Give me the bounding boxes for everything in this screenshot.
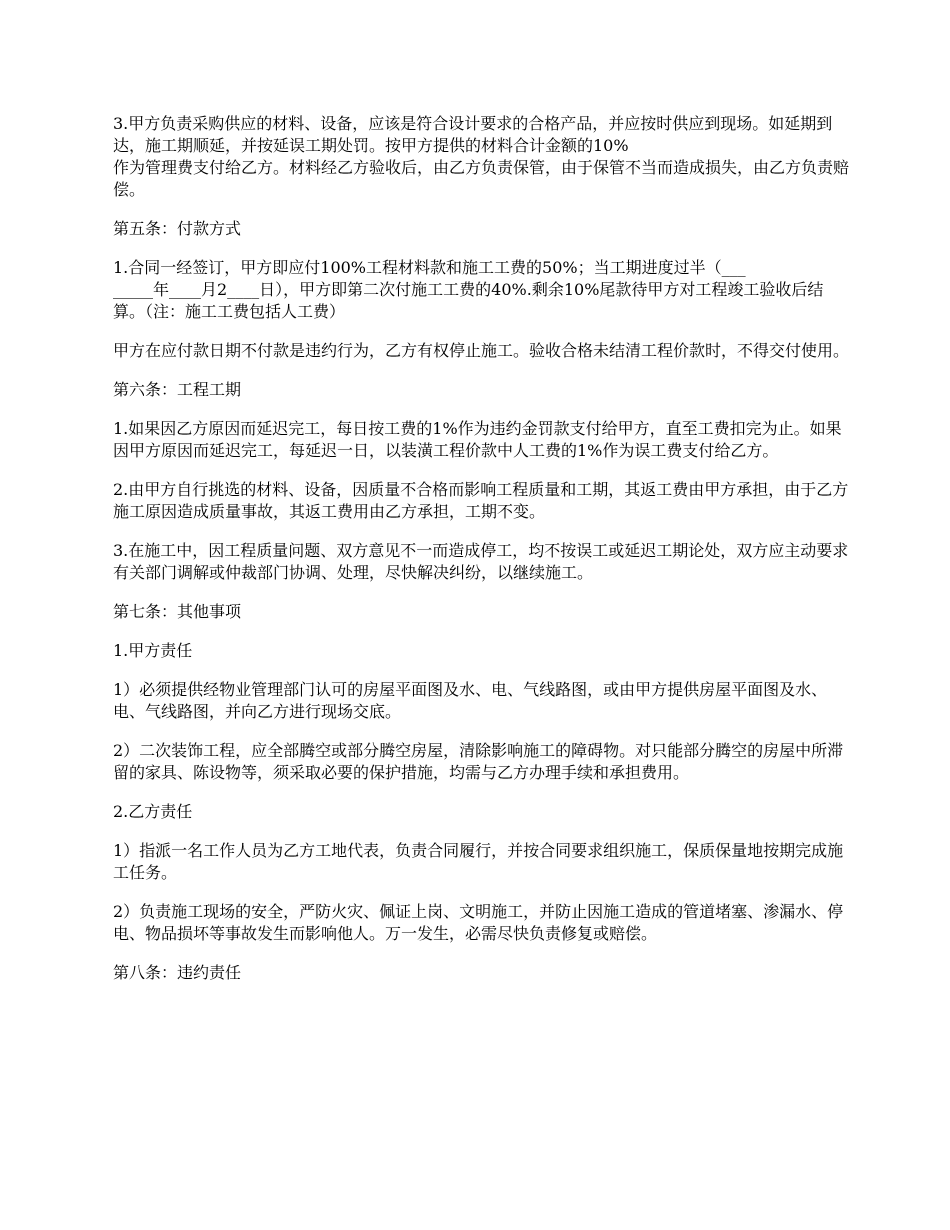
heading-article-5-payment: 第五条：付款方式	[113, 219, 242, 238]
document-page	[113, 113, 853, 1001]
heading-article-6-schedule: 第六条：工程工期	[113, 380, 242, 399]
paragraph-delay-penalty: 1.如果因乙方原因而延迟完工，每日按工费的1%作为违约金罚款支付给甲方，直至工费扣完为止。如果因甲方原因而延迟完工，每延迟一日，以装潢工程价款中人工费的1%作为误工费支付给乙方。	[113, 419, 842, 460]
paragraph-party-a-duty-2: 2）二次装饰工程，应全部腾空或部分腾空房屋，清除影响施工的障碍物。对只能部分腾空的房屋中所滞留的家具、陈设物等，须采取必要的保护措施，均需与乙方办理手续和承担费用。	[113, 741, 844, 782]
heading-article-8-liability: 第八条：违约责任	[113, 963, 242, 982]
paragraph-payment-schedule: 1.合同一经签订，甲方即应付100%工程材料款和施工工费的50%；当工期进度过半（___ _____年____月2____日），甲方即第二次付施工工费的40%.剩余10%尾款待甲方对工程竣工验收后结算。（注：施工工费包括人工费）	[113, 258, 824, 321]
heading-article-7-other: 第七条：其他事项	[113, 602, 242, 621]
paragraph-party-b-duty-2: 2）负责施工现场的安全，严防火灾、佩证上岗、文明施工，并防止因施工造成的管道堵塞、渗漏水、停电、物品损坏等事故发生而影响他人。万一发生，必需尽快负责修复或赔偿。	[113, 902, 844, 943]
heading-party-b-duties: 2.乙方责任	[113, 802, 193, 821]
paragraph-work-stoppage: 3.在施工中，因工程质量问题、双方意见不一而造成停工，均不按误工或延迟工期论处，双方应主动要求有关部门调解或仲裁部门协调、处理，尽快解决纠纷，以继续施工。	[113, 541, 849, 582]
paragraph-material-quality: 2.由甲方自行挑选的材料、设备，因质量不合格而影响工程质量和工期，其返工费由甲方承担，由于乙方施工原因造成质量事故，其返工费用由乙方承担，工期不变。	[113, 480, 849, 521]
paragraph-payment-default: 甲方在应付款日期不付款是违约行为，乙方有权停止施工。验收合格未结清工程价款时，不得交付使用。	[113, 341, 850, 360]
paragraph-party-a-duty-1: 1）必须提供经物业管理部门认可的房屋平面图及水、电、气线路图，或由甲方提供房屋平面图及水、电、气线路图，并向乙方进行现场交底。	[113, 680, 828, 721]
heading-party-a-duties: 1.甲方责任	[113, 641, 193, 660]
paragraph-material-supply: 3.甲方负责采购供应的材料、设备，应该是符合设计要求的合格产品，并应按时供应到现场。如延期到达，施工期顺延，并按延误工期处罚。按甲方提供的材料合计金额的10% 作为管理费支付给乙方。材料经乙方验收后，由乙方负责保管，由于保管不当而造成损失，由乙方负责赔偿。	[113, 114, 850, 199]
paragraph-party-b-duty-1: 1）指派一名工作人员为乙方工地代表，负责合同履行，并按合同要求组织施工，保质保量地按期完成施工任务。	[113, 841, 844, 882]
